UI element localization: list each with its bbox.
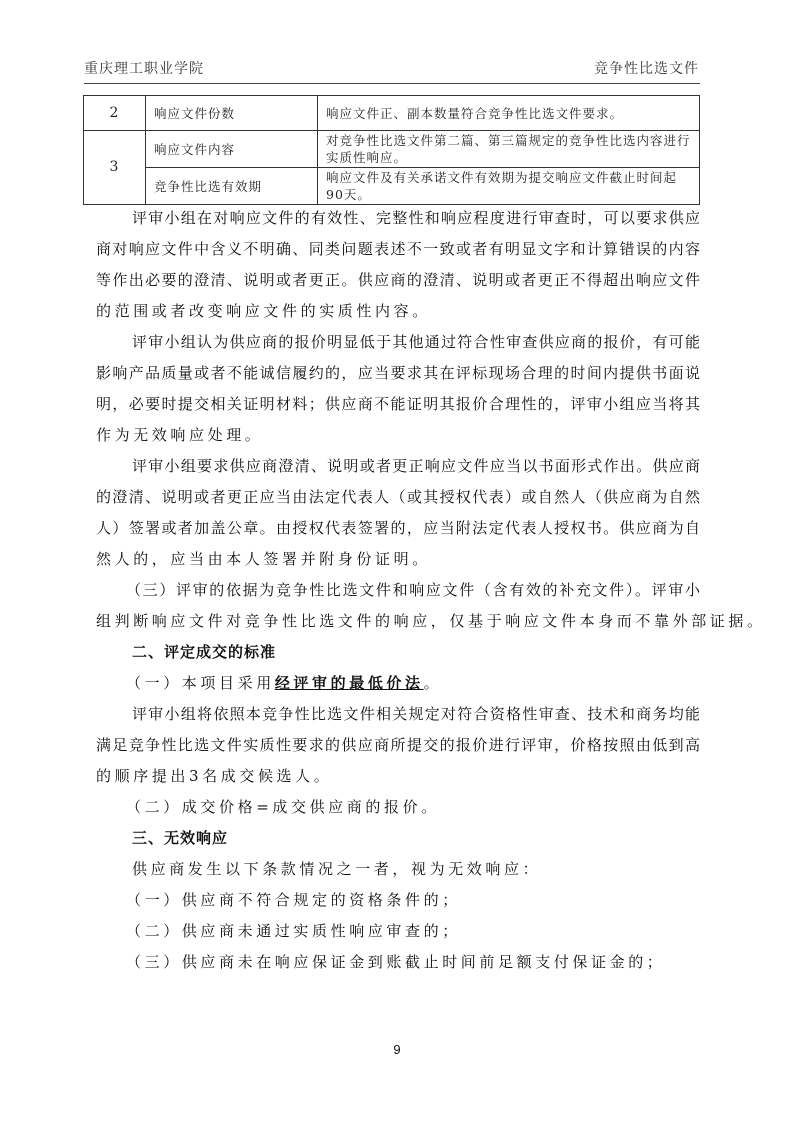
text-line <box>96 668 700 699</box>
section-heading <box>96 823 700 854</box>
text-line: 的澄清、说明或者更正应当由法定代表人（或其授权代表）或自然人（供应商为自然 <box>96 488 700 506</box>
text-line: 人）签署或者加盖公章。由授权代表签署的，应当附法定代表人授权书。供应商为自 <box>96 519 700 537</box>
table-row <box>84 168 700 205</box>
section-heading <box>96 637 700 668</box>
paragraph <box>96 203 700 327</box>
text-line: 供应商发生以下条款情况之一者，视为无效响应： <box>132 860 542 878</box>
text-line: 作为无效响应处理。 <box>96 426 264 444</box>
paragraph <box>96 699 700 792</box>
text-line: 评审小组将依照本竞争性比选文件相关规定对符合资格性审查、技术和商务均能 <box>132 705 700 723</box>
paragraph <box>96 885 700 916</box>
text-line: 组判断响应文件对竞争性比选文件的响应，仅基于响应文件本身而不靠外部证据。 <box>96 612 766 630</box>
text-segment: （一）本项目采用 <box>126 674 275 692</box>
row-requirement: 对竞争性比选文件第二篇、第三篇规定的竞争性比选内容进行实质性响应。 <box>318 131 700 168</box>
row-requirement: 响应文件及有关承诺文件有效期为提交响应文件截止时间起90天。 <box>318 168 700 205</box>
requirements-table <box>83 95 700 205</box>
row-item: 竞争性比选有效期 <box>146 168 318 205</box>
row-requirement: 响应文件正、副本数量符合竞争性比选文件要求。 <box>318 96 700 131</box>
header-org: 重庆理工职业学院 <box>84 61 204 77</box>
paragraph <box>96 947 700 978</box>
table-row <box>84 96 700 131</box>
text-line: 然人的，应当由本人签署并附身份证明。 <box>96 550 431 568</box>
row-number: 3 <box>84 131 146 205</box>
method-name: 经评审的最低价法 <box>274 674 424 692</box>
text-line: 等作出必要的澄清、说明或者更正。供应商的澄清、说明或者更正不得超出响应文件 <box>96 271 700 289</box>
text-line: 满足竞争性比选文件实质性要求的供应商所提交的报价进行评审，价格按照由低到高 <box>96 736 700 754</box>
page-number: 9 <box>393 1042 401 1057</box>
text-line: 的范围或者改变响应文件的实质性内容。 <box>96 302 431 320</box>
row-item: 响应文件内容 <box>146 131 318 168</box>
text-line: 明，必要时提交相关证明材料；供应商不能证明其报价合理性的，评审小组应当将其 <box>96 395 700 413</box>
text-line: 三、无效响应 <box>132 829 229 847</box>
text-line: 评审小组认为供应商的报价明显低于其他通过符合性审查供应商的报价，有可能 <box>132 333 700 351</box>
text-segment: 。 <box>423 674 443 692</box>
header-doc-title: 竞争性比选文件 <box>594 61 699 77</box>
text-line: （三）供应商未在响应保证金到账截止时间前足额支付保证金的； <box>126 953 666 971</box>
text-line: 评审小组在对响应文件的有效性、完整性和响应程度进行审查时，可以要求供应 <box>132 209 700 227</box>
text-line: 的顺序提出3名成交候选人。 <box>96 767 333 785</box>
paragraph <box>96 668 700 699</box>
paragraph <box>96 916 700 947</box>
text-line: 影响产品质量或者不能诚信履约的，应当要求其在评标现场合理的时间内提供书面说 <box>96 364 700 382</box>
text-line: 评审小组要求供应商澄清、说明或者更正响应文件应当以书面形式作出。供应商 <box>132 457 700 475</box>
paragraph <box>96 327 700 451</box>
text-line: （三）评审的依据为竞争性比选文件和响应文件（含有效的补充文件）。评审小 <box>126 581 700 599</box>
row-item: 响应文件份数 <box>146 96 318 131</box>
paragraph <box>96 575 766 637</box>
row-number: 2 <box>84 96 146 131</box>
table-row <box>84 131 700 168</box>
text-line: （二）供应商未通过实质性响应审查的； <box>126 922 461 940</box>
paragraph <box>96 451 700 575</box>
document-body <box>96 203 766 978</box>
text-line: （二）成交价格=成交供应商的报价。 <box>126 798 440 816</box>
paragraph <box>96 854 700 885</box>
paragraph <box>96 792 700 823</box>
text-line: 二、评定成交的标准 <box>132 643 277 661</box>
header-divider <box>84 83 700 84</box>
text-line: 商对响应文件中含义不明确、同类问题表述不一致或者有明显文字和计算错误的内容 <box>96 240 700 258</box>
text-line: （一）供应商不符合规定的资格条件的； <box>126 891 461 909</box>
